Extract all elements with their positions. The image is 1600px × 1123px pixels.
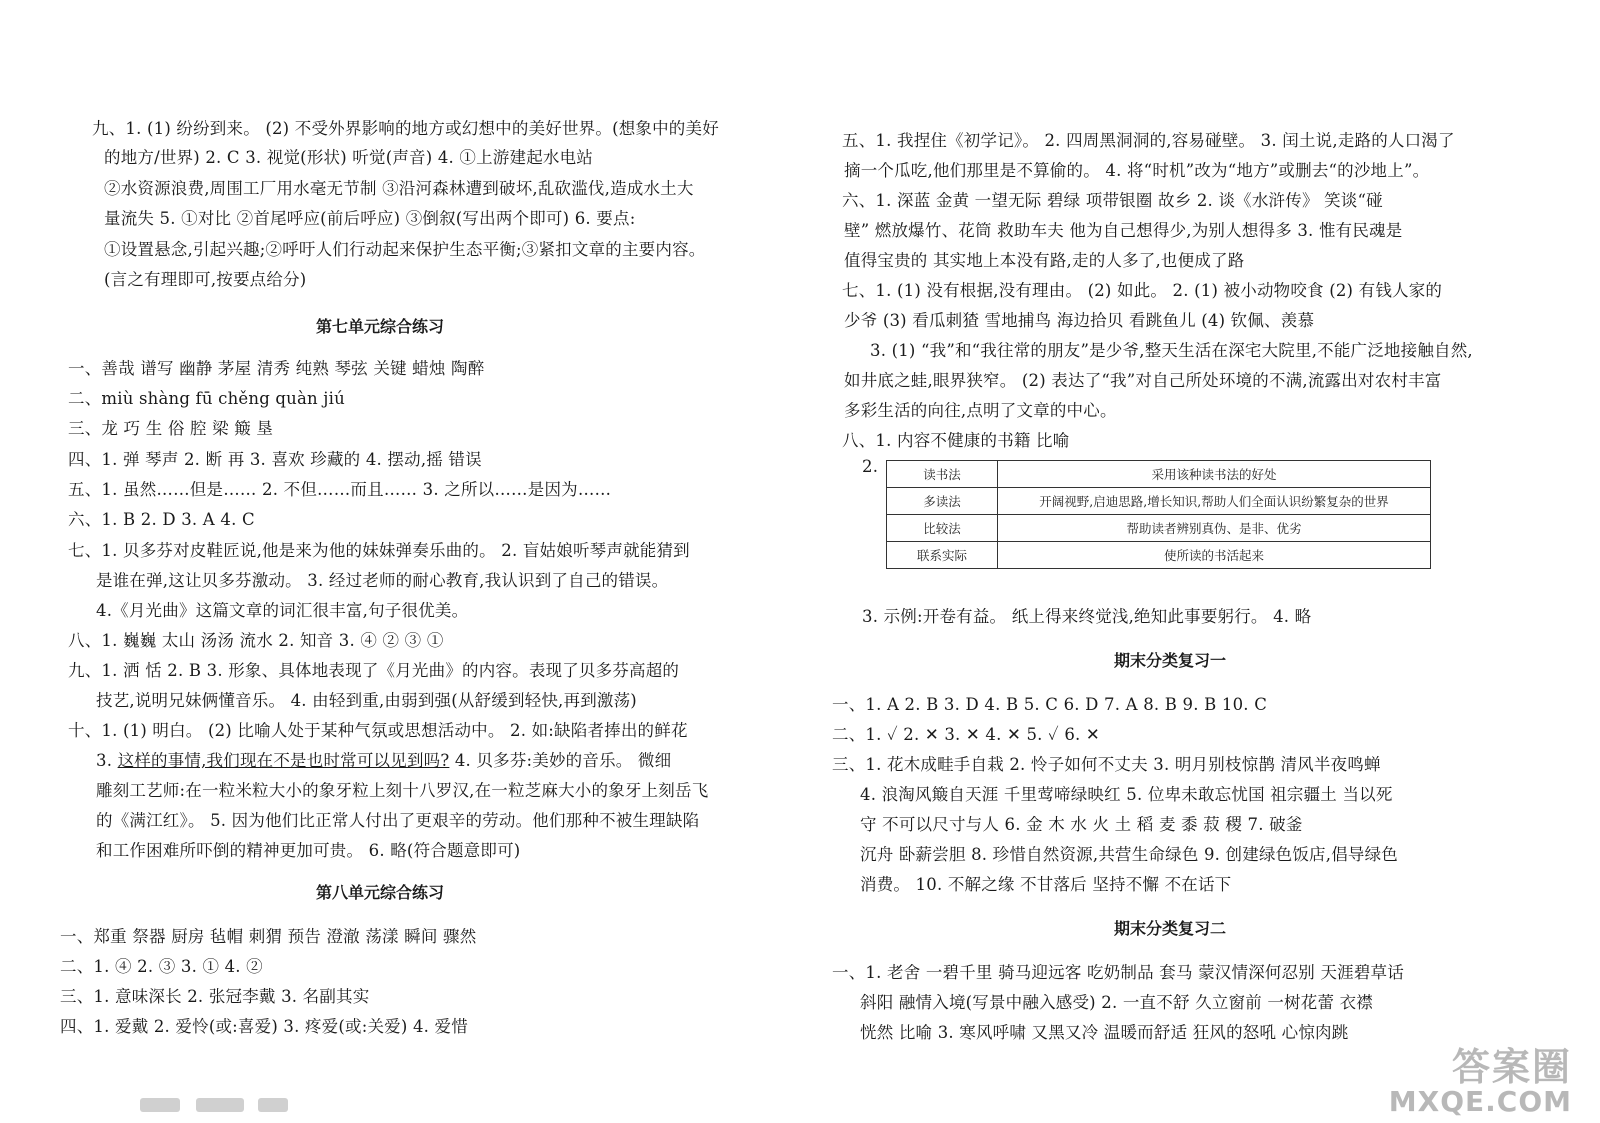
table-cell: 比较法 (887, 515, 998, 542)
text-line: 3. (1) “我”和“我往常的朋友”是少爷,整天生活在深宅大院里,不能广泛地接触自然, (870, 341, 1473, 360)
answer-line: 三、龙 巧 生 俗 腔 梁 簸 垦 (68, 419, 274, 438)
watermark-url: MXQE.COM (1388, 1085, 1572, 1118)
underlined-sentence: 这样的事情,我们现在不是也时常可以见到吗? (117, 751, 450, 770)
table-cell: 联系实际 (887, 542, 998, 569)
text-line: 八、1. 内容不健康的书籍 比喻 (842, 431, 1070, 450)
answer-line: 3. 示例:开卷有益。 纸上得来终觉浅,绝知此事要躬行。 4. 略 (862, 607, 1312, 626)
answer-line: 二、1. ④ 2. ③ 3. ① 4. ② (60, 957, 263, 976)
answer-line: 一、郑重 祭器 厨房 毡帽 刺猬 预告 澄澈 荡漾 瞬间 骤然 (60, 927, 477, 946)
answer-line: 七、1. 贝多芬对皮鞋匠说,他是来为他的妹妹弹奏乐曲的。 2. 盲姑娘听琴声就能猜到 (68, 541, 690, 560)
answer-line: 是谁在弹,这让贝多芬激动。 3. 经过老师的耐心教育,我认识到了自己的错误。 (96, 571, 669, 590)
reading-methods-table (886, 460, 1431, 569)
answer-line: 一、1. 老舍 一碧千里 骑马迎远客 吃奶制品 套马 蒙汉情深何忍别 天涯碧草话 (832, 963, 1404, 982)
table-row (887, 488, 1431, 515)
answer-line: 的《满江红》。 5. 因为他们比正常人付出了更艰辛的劳动。他们那种不被生理缺陷 (96, 811, 700, 830)
text-line: 七、1. (1) 没有根据,没有理由。 (2) 如此。 2. (1) 被小动物咬食 (2) 有钱人家的 (842, 281, 1443, 300)
answer-line: 恍然 比喻 3. 寒风呼啸 又黑又冷 温暖而舒适 狂风的怒吼 心惊肉跳 (860, 1023, 1349, 1042)
table-cell: 开阔视野,启迪思路,增长知识,帮助人们全面认识纷繁复杂的世界 (998, 488, 1431, 515)
question-label: 2. (862, 457, 879, 476)
answer-line: 四、1. 弹 琴声 2. 断 再 3. 喜欢 珍藏的 4. 摆动,摇 错误 (68, 450, 482, 469)
cropped-text-fragment (196, 1098, 244, 1112)
answer-line: 九、1. 洒 恬 2. B 3. 形象、具体地表现了《月光曲》的内容。表现了贝多芬高超的 (68, 661, 680, 680)
table-cell: 帮助读者辨别真伪、是非、优劣 (998, 515, 1431, 542)
answer-line: 八、1. 巍巍 太山 汤汤 流水 2. 知音 3. ④ ② ③ ① (68, 631, 444, 650)
text-line: 壁” 燃放爆竹、花筒 救助车夫 他为自己想得少,为别人想得多 3. 惟有民魂是 (844, 221, 1403, 240)
text-line: 量流失 5. ①对比 ②首尾呼应(前后呼应) ③倒叙(写出两个即可) 6. 要点: (104, 209, 636, 228)
table-row (887, 542, 1431, 569)
text-line: 的地方/世界) 2. C 3. 视觉(形状) 听觉(声音) 4. ①上游建起水电站 (104, 148, 594, 167)
text-line: 六、1. 深蓝 金黄 一望无际 碧绿 项带银圈 故乡 2. 谈《水浒传》 笑谈“碰 (842, 191, 1383, 210)
text-line: 摘一个瓜吃,他们那里是不算偷的。 4. 将“时机”改为“地方”或删去“的沙地上”。 (844, 161, 1430, 180)
answer-line: 十、1. (1) 明白。 (2) 比喻人处于某种气氛或思想活动中。 2. 如:缺陷者捧出的鲜花 (68, 721, 688, 740)
text-line: 九、1. (1) 纷纷到来。 (2) 不受外界影响的地方或幻想中的美好世界。(想象中的美好 (92, 119, 719, 138)
table-row (887, 515, 1431, 542)
answer-line: 二、miù shàng fū chěng quàn jiú (68, 389, 345, 408)
answer-line: 三、1. 花木成畦手自栽 2. 怜子如何不丈夫 3. 明月别枝惊鹊 清风半夜鸣蝉 (832, 755, 1381, 774)
cropped-text-fragment (258, 1098, 288, 1112)
text-line: ①设置悬念,引起兴趣;②呼吁人们行动起来保护生态平衡;③紧扣文章的主要内容。 (104, 240, 706, 259)
right-page (800, 0, 1600, 1123)
text-line: 五、1. 我捏住《初学记》。 2. 四周黑洞洞的,容易碰壁。 3. 闰土说,走路的人口渴了 (842, 131, 1455, 150)
answer-line: 六、1. B 2. D 3. A 4. C (68, 510, 255, 529)
answer-line: 五、1. 虽然……但是…… 2. 不但……而且…… 3. 之所以……是因为…… (68, 480, 612, 499)
answer-line: 守 不可以尺寸与人 6. 金 木 水 火 土 稻 麦 黍 菽 稷 7. 破釜 (860, 815, 1303, 834)
answer-line: 斜阳 融情入境(写景中融入感受) 2. 一直不舒 久立窗前 一树花蕾 衣襟 (860, 993, 1373, 1012)
text-line: (言之有理即可,按要点给分) (104, 270, 307, 289)
answer-line: 4.《月光曲》这篇文章的词汇很丰富,句子很优美。 (96, 601, 469, 620)
answer-line: 一、1. A 2. B 3. D 4. B 5. C 6. D 7. A 8. B 9. B 10. C (832, 695, 1268, 714)
text-line: 少爷 (3) 看瓜刺猹 雪地捕鸟 海边拾贝 看跳鱼儿 (4) 钦佩、羡慕 (844, 311, 1315, 330)
text-line: 多彩生活的向往,点明了文章的中心。 (844, 401, 1117, 420)
text-line: 如井底之蛙,眼界狭窄。 (2) 表达了“我”对自己所处环境的不满,流露出对农村丰富 (844, 371, 1442, 390)
answer-line: 技艺,说明兄妹俩懂音乐。 4. 由轻到重,由弱到强(从舒缓到轻快,再到激荡) (96, 691, 637, 710)
answer-line: 雕刻工艺师:在一粒米粒大小的象牙粒上刻十八罗汉,在一粒芝麻大小的象牙上刻岳飞 (96, 781, 709, 800)
answer-line: 四、1. 爱戴 2. 爱怜(或:喜爱) 3. 疼爱(或:关爱) 4. 爱惜 (60, 1017, 468, 1036)
answer-line: 三、1. 意味深长 2. 张冠李戴 3. 名副其实 (60, 987, 370, 1006)
left-page (0, 0, 790, 1123)
watermark (1389, 1047, 1572, 1117)
table-cell: 多读法 (887, 488, 998, 515)
answer-line: 一、善哉 谱写 幽静 茅屋 清秀 纯熟 琴弦 关键 蜡烛 陶醉 (68, 359, 485, 378)
table-cell: 采用该种读书法的好处 (998, 461, 1431, 488)
unit7-title: 第七单元综合练习 (315, 317, 444, 336)
review1-title: 期末分类复习一 (1113, 651, 1226, 670)
text-line: 值得宝贵的 其实地上本没有路,走的人多了,也便成了路 (844, 251, 1245, 270)
table-cell: 读书法 (887, 461, 998, 488)
watermark-logo: 答案圈 (1451, 1045, 1572, 1089)
answer-line: 二、1. ✓ 2. ✕ 3. ✕ 4. ✕ 5. ✓ 6. ✕ (832, 725, 1100, 744)
answer-text: 4. 贝多芬:美妙的音乐。 微细 (449, 751, 672, 770)
answer-line: 4. 浪淘风簸自天涯 千里莺啼绿映红 5. 位卑未敢忘忧国 祖宗疆土 当以死 (860, 785, 1393, 804)
text-line: ②水资源浪费,周围工厂用水毫无节制 ③沿河森林遭到破坏,乱砍滥伐,造成水土大 (104, 179, 694, 198)
answer-line: 沉舟 卧薪尝胆 8. 珍惜自然资源,共营生命绿色 9. 创建绿色饭店,倡导绿色 (860, 845, 1398, 864)
answer-line-underlined (96, 750, 671, 772)
unit8-title: 第八单元综合练习 (315, 883, 444, 902)
cropped-text-fragment (140, 1098, 180, 1112)
answer-number: 3. (96, 751, 118, 770)
table-cell: 使所读的书活起来 (998, 542, 1431, 569)
review2-title: 期末分类复习二 (1113, 919, 1226, 938)
answer-line: 和工作困难所吓倒的精神更加可贵。 6. 略(符合题意即可) (96, 841, 521, 860)
answer-line: 消费。 10. 不解之缘 不甘落后 坚持不懈 不在话下 (860, 875, 1232, 894)
table-header-row (887, 461, 1431, 488)
